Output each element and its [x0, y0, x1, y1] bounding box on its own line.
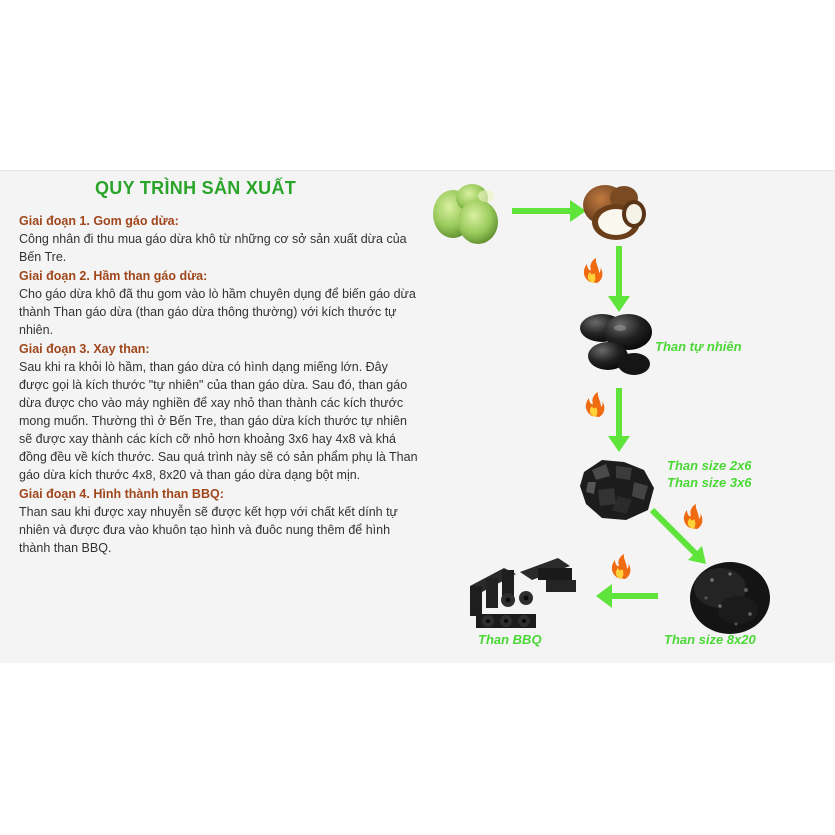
stage-2 — [19, 267, 419, 339]
stages-text — [19, 212, 419, 558]
crushed-charcoal-image — [580, 460, 654, 520]
label-natural-charcoal: Than tự nhiên — [655, 339, 742, 354]
stage-1 — [19, 212, 419, 266]
stage-body: Sau khi ra khỏi lò hầm, than gáo dừa có hình dạng miếng lớn. Đây được gọi là kích thước "tự nhiên" của than gáo dừa. Sau đó, than gáo dừa được cho vào máy nghiền để xay nhỏ than thành các kích thước mong muốn. Thường thì ở Bến Tre, than gáo dừa kích thước tự nhiên sẽ được xay thành các kích cỡ nhỏ hơn khoảng 3x6 hay 4x8 và khá đồng đều về kích thước. Sau quá trình này sẽ có sản phẩm phụ là Than gáo dừa kích thước 4x8, 8x20 và than gáo dừa dạng bột mịn. — [19, 360, 418, 482]
fire-icon — [684, 504, 703, 529]
label-size-2x6: Than size 2x6 — [667, 458, 752, 473]
granular-charcoal-image — [690, 562, 770, 634]
arrow-down — [608, 388, 630, 452]
fire-icon — [586, 392, 605, 417]
stage-title: Giai đoạn 2. Hầm than gáo dừa: — [19, 269, 208, 283]
label-bbq: Than BBQ — [478, 632, 542, 647]
arrow-down — [608, 246, 630, 312]
natural-charcoal-image — [580, 314, 652, 375]
label-size-8x20: Than size 8x20 — [664, 632, 756, 647]
arrow-right — [512, 200, 586, 222]
fire-icon — [584, 258, 603, 283]
page-title: QUY TRÌNH SẢN XUẤT — [95, 178, 297, 198]
stage-title: Giai đoạn 4. Hình thành than BBQ: — [19, 487, 224, 501]
process-diagram — [420, 170, 835, 662]
bbq-briquettes-image — [470, 558, 576, 628]
arrow-left — [596, 584, 658, 608]
stage-title: Giai đoạn 3. Xay than: — [19, 342, 150, 356]
label-size-3x6: Than size 3x6 — [667, 475, 752, 490]
stage-body: Cho gáo dừa khô đã thu gom vào lò hầm chuyên dụng để biến gáo dừa thành Than gáo dừa (than gáo dừa thông thường) với kích thước tự nhiên. — [19, 287, 416, 337]
green-coconut-image — [433, 184, 498, 244]
stage-4 — [19, 485, 419, 557]
stage-3 — [19, 340, 419, 484]
stage-title: Giai đoạn 1. Gom gáo dừa: — [19, 214, 179, 228]
stage-body: Công nhân đi thu mua gáo dừa khô từ những cơ sở sản xuất dừa của Bến Tre. — [19, 232, 407, 264]
stage-body: Than sau khi được xay nhuyễn sẽ được kết hợp với chất kết dính tự nhiên và được đưa vào khuôn tạo hình và đuôc nung thêm để hình thành than BBQ. — [19, 505, 398, 555]
dried-coconut-image — [583, 185, 646, 240]
fire-icon — [612, 554, 631, 579]
